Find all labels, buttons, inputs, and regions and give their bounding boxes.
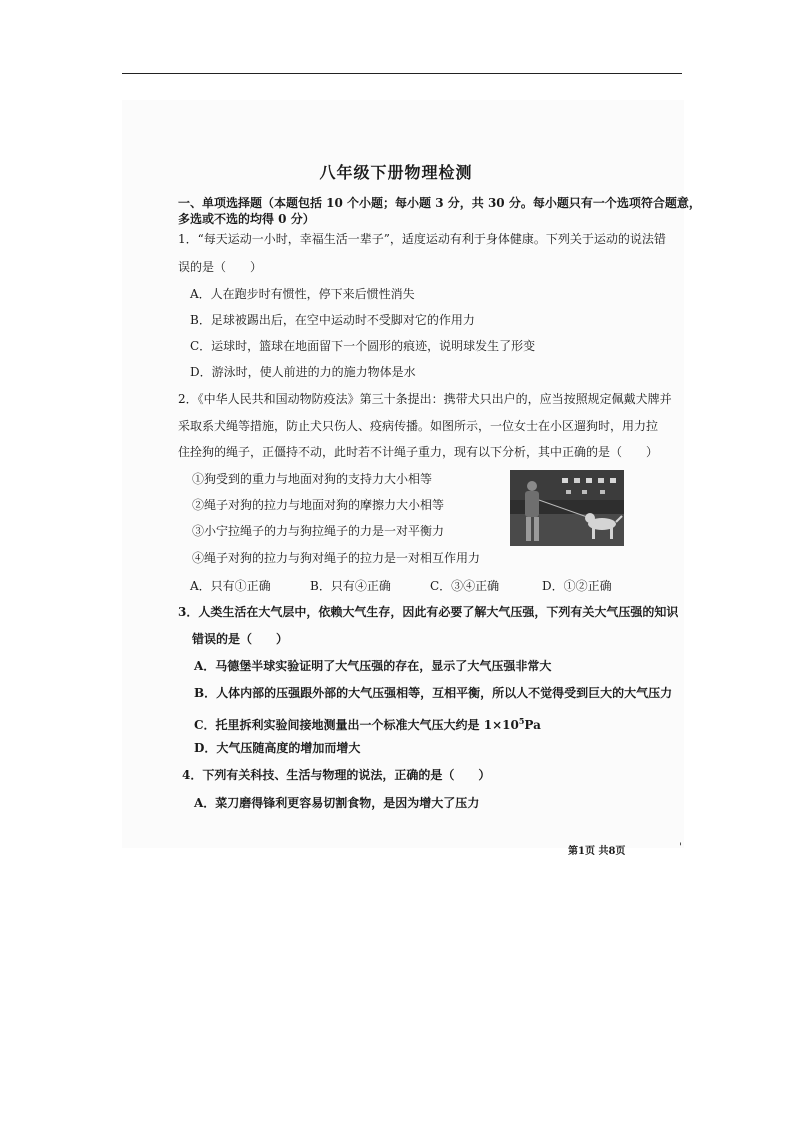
q2-statement-2: ②绳子对狗的拉力与地面对狗的摩擦力大小相等 bbox=[192, 498, 445, 512]
photo-illustration bbox=[510, 470, 624, 546]
q4-stem-line1: 4．下列有关科技、生活与物理的说法，正确的是（ ） bbox=[182, 768, 491, 782]
q4-option-a: A．菜刀磨得锋利更容易切割食物，是因为增大了压力 bbox=[194, 796, 480, 810]
q2-stem-line1: 2．《中华人民共和国动物防疫法》第三十条提出：携带犬只出户的，应当按照规定佩戴犬牌并 bbox=[178, 392, 672, 406]
top-rule bbox=[122, 73, 682, 74]
q3-option-b: B．人体内部的压强跟外部的大气压强相等，互相平衡，所以人不觉得受到巨大的大气压力 bbox=[194, 686, 673, 700]
q1-option-c: C．运球时，篮球在地面留下一个圆形的痕迹，说明球发生了形变 bbox=[190, 339, 536, 353]
q1-option-d: D．游泳时，使人前进的力的施力物体是水 bbox=[190, 365, 416, 379]
q3-stem-line1: 3．人类生活在大气层中，依赖大气生存，因此有必要了解大气压强，下列有关大气压强的知识 bbox=[178, 605, 679, 619]
q3-option-a: A．马德堡半球实验证明了大气压强的存在，显示了大气压强非常大 bbox=[194, 659, 552, 673]
dog-walking-photo bbox=[510, 470, 624, 546]
section-heading-line2: 多选或不选的均得 0 分） bbox=[178, 212, 315, 226]
q2-stem-line2: 采取系犬绳等措施，防止犬只伤人、疫病传播。如图所示，一位女士在小区遛狗时，用力拉 bbox=[178, 419, 659, 433]
section-heading-line1: 一、单项选择题（本题包括 10 个小题；每小题 3 分，共 30 分。每小题只有一个选项符合题意， bbox=[178, 196, 701, 210]
page-title: 八年级下册物理检测 bbox=[319, 163, 473, 182]
q2-statement-3: ③小宁拉绳子的力与狗拉绳子的力是一对平衡力 bbox=[192, 524, 445, 538]
q2-statement-4: ④绳子对狗的拉力与狗对绳子的拉力是一对相互作用力 bbox=[192, 551, 481, 565]
corner-mark: ' bbox=[679, 842, 682, 853]
q1-option-b: B．足球被踢出后，在空中运动时不受脚对它的作用力 bbox=[190, 313, 475, 327]
q3-stem-line2: 错误的是（ ） bbox=[192, 632, 289, 646]
q3-option-d: D．大气压随高度的增加而增大 bbox=[194, 741, 361, 755]
q1-stem-line1: 1．“每天运动一小时，幸福生活一辈子”，适度运动有利于身体健康。下列关于运动的说法错 bbox=[178, 232, 666, 246]
page-number-footer: 第1页 共8页 bbox=[568, 846, 626, 857]
q3-option-c-unit: Pa bbox=[524, 718, 541, 732]
q2-option-c: C．③④正确 bbox=[430, 579, 500, 593]
q3-option-c-text: C．托里拆利实验间接地测量出一个标准大气压大约是 1×10 bbox=[194, 718, 519, 732]
q2-option-d: D．①②正确 bbox=[542, 579, 612, 593]
q3-option-c bbox=[194, 714, 541, 732]
q2-stem-line3: 住拴狗的绳子，正僵持不动，此时若不计绳子重力，现有以下分析，其中正确的是（ ） bbox=[178, 445, 659, 459]
q3-option-c-exponent: 5 bbox=[518, 716, 525, 726]
q1-stem-line2: 误的是（ ） bbox=[178, 260, 263, 274]
q1-option-a: A．人在跑步时有惯性，停下来后惯性消失 bbox=[190, 287, 415, 301]
q2-statement-1: ①狗受到的重力与地面对狗的支持力大小相等 bbox=[192, 472, 433, 486]
q2-option-b: B．只有④正确 bbox=[310, 579, 391, 593]
q2-option-a: A．只有①正确 bbox=[190, 579, 271, 593]
